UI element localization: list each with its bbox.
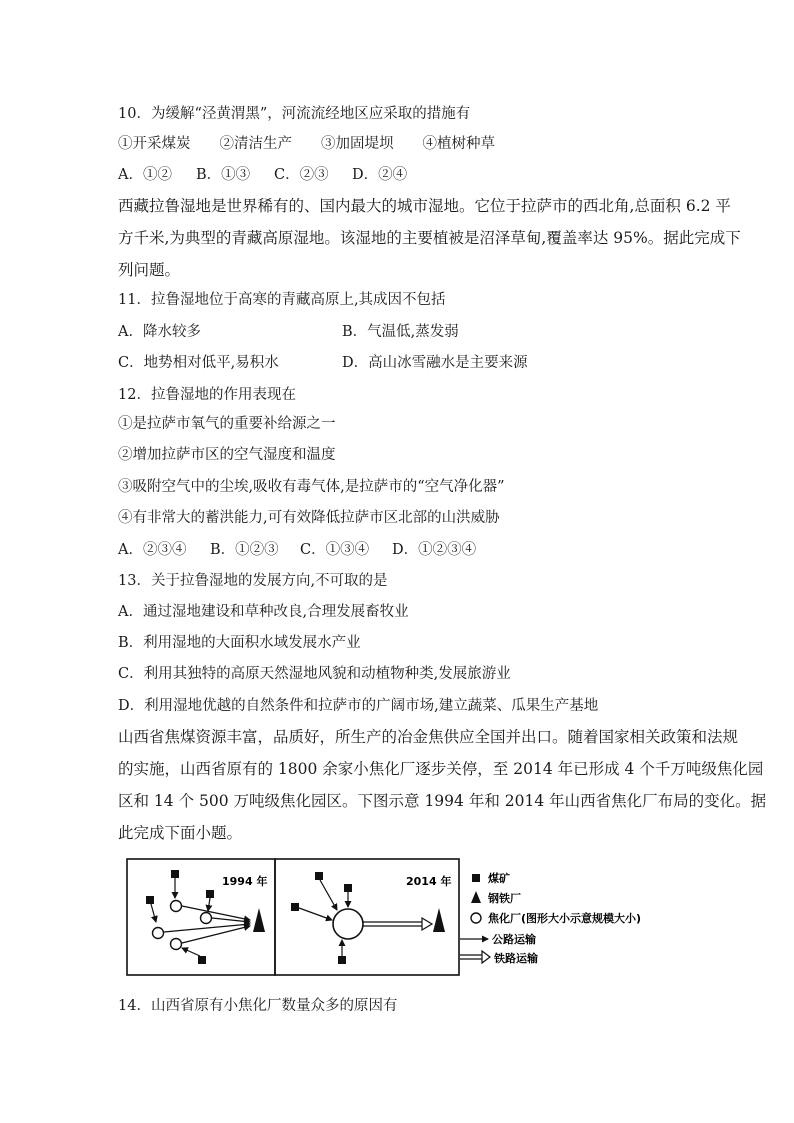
q14-stem: 14．山西省原有小焦化厂数量众多的原因有 — [118, 998, 398, 1014]
panel-1994-label: 1994 年 — [222, 875, 268, 888]
legend-coal-mine: 煤矿 — [488, 872, 510, 885]
q11-option-b: B．气温低,蒸发弱 — [342, 324, 459, 340]
legend-rail: 铁路运输 — [494, 952, 538, 965]
passage2-line-1: 山西省焦煤资源丰富，品质好，所生产的冶金焦供应全国并出口。随着国家相关政策和法规 — [118, 728, 739, 746]
q10-option-d: D．②④ — [352, 167, 408, 183]
passage2-line-2: 的实施，山西省原有的 1800 余家小焦化厂逐步关停，至 2014 年已形成 4 个千万吨级焦化园 — [118, 760, 764, 778]
legend-steel-plant-icon — [471, 891, 481, 903]
passage2-line-3: 区和 14 个 500 万吨级焦化园区。下图示意 1994 年和 2014 年山西省焦化厂布局的变化。据 — [118, 792, 767, 810]
coking-plant-large — [333, 909, 363, 939]
q10-items: ①开采煤炭 ②清洁生产 ③加固堤坝 ④植树种草 — [118, 136, 495, 152]
legend-steel-plant: 钢铁厂 — [488, 892, 521, 905]
passage1-line-3: 列问题。 — [118, 261, 181, 279]
q13-option-b: B．利用湿地的大面积水域发展水产业 — [118, 635, 361, 651]
q11-option-a: A．降水较多 — [118, 324, 201, 340]
q13-stem: 13．关于拉鲁湿地的发展方向,不可取的是 — [118, 573, 388, 589]
coal-mine-marker — [206, 890, 214, 898]
legend-rail-icon — [460, 951, 490, 963]
q10-option-b: B．①③ — [196, 167, 251, 183]
coal-mine-marker — [315, 872, 323, 880]
coking-plant-small — [153, 928, 164, 939]
q12-option-d: D．①②③④ — [392, 542, 477, 558]
q11-option-c: C．地势相对低平,易积水 — [118, 355, 279, 371]
q12-option-b: B．①②③ — [210, 542, 279, 558]
legend-coking-plant: 焦化厂(图形大小示意规模大小) — [488, 912, 642, 925]
legend-road: 公路运输 — [492, 933, 536, 946]
coking-plant-small — [201, 913, 212, 924]
coal-mine-marker — [344, 884, 352, 892]
coal-mine-marker — [171, 870, 179, 878]
coal-mine-marker — [146, 896, 154, 904]
coking-plant-layout-figure — [126, 858, 706, 978]
legend-coking-plant-icon — [471, 913, 481, 923]
q11-option-d: D．高山冰雪融水是主要来源 — [342, 355, 528, 371]
passage1-line-1: 西藏拉鲁湿地是世界稀有的、国内最大的城市湿地。它位于拉萨市的西北角,总面积 6.2 平 — [118, 197, 731, 215]
q10-option-a: A．①② — [118, 167, 172, 183]
steel-plant-marker — [253, 908, 265, 932]
legend-coal-mine-icon — [472, 874, 480, 882]
coal-mine-marker — [338, 956, 346, 964]
figure-svg — [126, 858, 706, 978]
q12-item-1: ①是拉萨市氧气的重要补给源之一 — [118, 416, 336, 432]
coking-plant-small — [171, 901, 182, 912]
q12-item-3: ③吸附空气中的尘埃,吸收有毒气体,是拉萨市的“空气净化器” — [118, 479, 505, 495]
q13-option-d: D．利用湿地优越的自然条件和拉萨市的广阔市场,建立蔬菜、瓜果生产基地 — [118, 698, 599, 714]
q13-option-c: C．利用其独特的高原天然湿地风貌和动植物种类,发展旅游业 — [118, 666, 511, 682]
q12-item-4: ④有非常大的蓄洪能力,可有效降低拉萨市区北部的山洪威胁 — [118, 510, 500, 526]
coal-mine-marker — [291, 903, 299, 911]
q12-stem: 12．拉鲁湿地的作用表现在 — [118, 387, 296, 403]
q11-stem: 11．拉鲁湿地位于高寒的青藏高原上,其成因不包括 — [118, 292, 446, 308]
q12-option-c: C．①③④ — [300, 542, 370, 558]
q12-item-2: ②增加拉萨市区的空气湿度和温度 — [118, 447, 336, 463]
q10-option-c: C．②③ — [274, 167, 329, 183]
coal-mine-marker — [198, 956, 206, 964]
coking-plant-small — [171, 939, 182, 950]
passage2-line-4: 此完成下面小题。 — [118, 824, 243, 842]
q12-option-a: A．②③④ — [118, 542, 187, 558]
panel-2014-label: 2014 年 — [406, 875, 452, 888]
q10-stem: 10．为缓解“泾黄渭黑”，河流流经地区应采取的措施有 — [118, 106, 471, 122]
q13-option-a: A．通过湿地建设和草种改良,合理发展畜牧业 — [118, 604, 409, 620]
steel-plant-marker — [433, 908, 445, 932]
passage1-line-2: 方千米,为典型的青藏高原湿地。该湿地的主要植被是沼泽草甸,覆盖率达 95%。据此完成下 — [118, 229, 741, 247]
